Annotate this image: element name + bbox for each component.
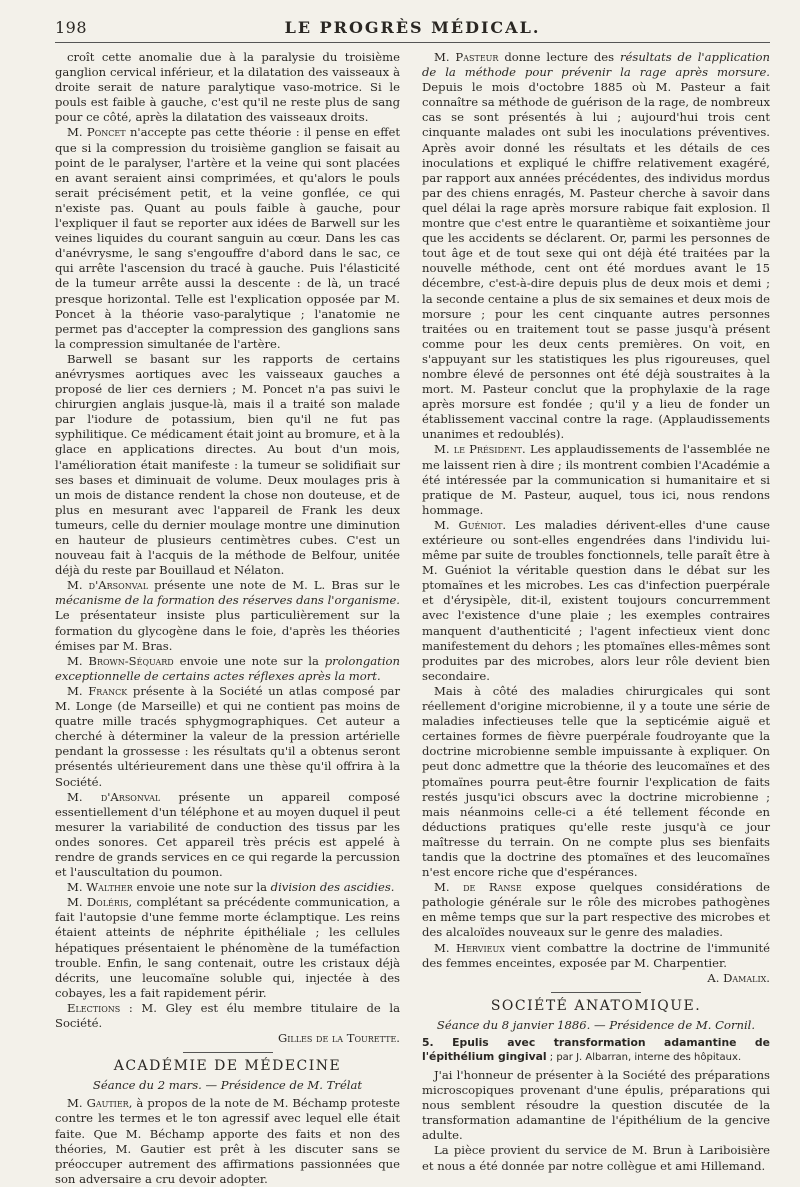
paragraph-text: envoie une note sur la xyxy=(132,880,271,895)
paragraph-text: , complétant sa précédente communication, a fait l'autopsie d'une femme morte éclamptique. Les reins étaient atteints de néphrite épithéliale ; les cellules hépatiques présentaient le phénomène de la tuméfaction trouble. Enfin, le sang contenait, outre les cristaux déjà décrits, une leucomaïne soluble qui, injectée à des cobayes, les a fait rapidement périr. xyxy=(55,895,400,1000)
page-header xyxy=(55,16,770,43)
speaker-name: M. Franck xyxy=(67,683,128,698)
paragraph: Mais à côté des maladies chirurgicales qui sont réellement d'origine microbienne, il y a toute une série de maladies infectieuses telle que la septicémie aiguë et certaines formes de fièvre puerpérale foudroyante que la doctrine microbienne semble impuissante à expliquer. On peut donc admettre que la théorie des leucomaïnes et des ptomaïnes pourra peut-être fournir l'explication de faits restés jusqu'ici obscurs avec la doctrine microbienne ; mais néanmoins celle-ci a été tellement féconde en déductions pratiques qu'elle reste jusqu'à ce jour maîtresse du terrain. On ne compte plus ses bienfaits tandis que la doctrine des ptomaïnes et des leucomaïnes n'est encore riche que d'espérances. xyxy=(422,683,770,880)
paragraph xyxy=(422,50,770,442)
elections-label: Elections xyxy=(67,1000,121,1015)
speaker-name: M. d'Arsonval xyxy=(67,789,161,804)
section-title: ACADÉMIE DE MÉDECINE xyxy=(113,1058,342,1075)
paragraph xyxy=(55,1096,400,1187)
paragraph: croît cette anomalie due à la paralysie du troisième ganglion cervical inférieur, et la dilatation des vaisseaux à droite serait de nature paralytique vaso-motrice. Si le pouls est faible à gauche, c'est qu'il ne reste plus de sang pour ce côté, après la dilatation des vaisseaux droits. xyxy=(55,50,400,125)
signature: A. Damalix. xyxy=(707,970,770,985)
paragraph xyxy=(422,941,770,971)
speaker-name: M. Hervieux xyxy=(434,940,505,955)
paragraph xyxy=(422,518,770,684)
speaker-name: M. le Président xyxy=(434,442,523,457)
paragraph-text: présente une note de M. L. Bras sur le xyxy=(148,578,400,593)
paragraph: La pièce provient du service de M. Brun à Lariboisière et nous a été donnée par notre collègue et ami Hillemand. xyxy=(422,1143,770,1173)
paragraph-text: présente à la Société un atlas composé par M. Longe (de Marseille) et qui ne contient pas moins de quatre mille tracés sphygmographiques. Cet auteur a cherché à déterminer la valeur de la pression artérielle pendant la grossesse : les résultats qu'il a obtenus seront présentés ultérieurement dans une thèse qu'il offrira à la Société. xyxy=(55,683,401,789)
speaker-name: M. Poncet xyxy=(67,125,126,140)
paragraph xyxy=(55,125,400,351)
paragraph-text: n'accepte pas cette théorie : il pense en effet que si la compression du troisième ganglion se faisait au point de le paralyser, l'artère et la veine qui sont placées en avant seraient ainsi comprimées, et qu'alors le pouls serait précisément petit, et la veine gonflée, ce qui n'existe pas. Quant au pouls faible à gauche, pour l'expliquer il faut se reporter aux idées de Barwell sur les veines liquides du courant sanguin au cœur. Dans les cas d'anévrysme, le sang s'engouffre d'abord dans le sac, ce qui arrête l'ascension du tracé à gauche. Puis l'élasticité de la tumeur arrête aussi la descente : de là, un tracé presque horizontal. Telle est l'explication opposée par M. Poncet à la théorie vaso-paralytique ; l'anatomie ne permet pas d'accepter la compression des ganglions sans la compression simultanée de l'artère. xyxy=(55,125,401,351)
paragraph-text: . Les applaudissements de l'assemblée ne me laissent rien à dire ; ils montrent combien l'Académie a été intéressée par la communication si humanitaire et si pratique de M. Pasteur, auquel, tous ici, nous rendons hommage. xyxy=(422,442,771,517)
article-title: 5. Epulis avec transformation adamantine de l'épithélium gingival xyxy=(422,1036,770,1063)
paragraph-text: envoie une note sur la xyxy=(173,653,325,668)
speaker-name: M. Gautier xyxy=(67,1096,129,1111)
page-number: 198 xyxy=(55,18,88,37)
left-column xyxy=(55,50,401,1186)
paragraph xyxy=(55,880,400,895)
speaker-name: M. Walther xyxy=(67,880,133,895)
speaker-name: M. Pasteur xyxy=(434,50,499,64)
speaker-name: M. d'Arsonval xyxy=(67,578,149,593)
paragraph: J'ai l'honneur de présenter à la Société des préparations microscopiques provenant d'une épulis, préparations qui nous semblent résoudre la question discutée de la transformation adamantine de l'épithélium de la gencive adulte. xyxy=(422,1068,770,1143)
paragraph-text: vient combattre la doctrine de l'immunité des femmes enceintes, exposée par M. Charpentier. xyxy=(422,940,770,970)
note-title: résultats de l'application de la méthode pour prévenir la rage après morsure. xyxy=(422,50,770,80)
speaker-name: M. Guéniot xyxy=(434,517,503,532)
paragraph: Barwell se basant sur les rapports de certains anévrysmes aortiques avec les vaisseaux gauches a proposé de lier ces derniers ; M. Poncet n'a pas suivi le chirurgien anglais jusque-là, mais il a traité son malade par l'iodure de potassium, bien qu'il ne fut pas syphilitique. Ce médicament était joint au bromure, et à la glace en applications directes. Au bout d'un mois, l'amélioration était manifeste : la tumeur se solidifiait sur ses bases et diminuait de volume. Deux moulages pris à un mois de distance rendent la chose non douteuse, et de plus en mesurant avec l'appareil de Frank les deux tumeurs, celle du dernier moulage montre une diminution en hauteur de plusieurs centimètres cubes. C'est un nouveau fait à l'acquis de la méthode de Belfour, unitée déjà du reste par Bouillaud et Nélaton. xyxy=(55,351,400,578)
paragraph xyxy=(55,895,400,1001)
journal-title: LE PROGRÈS MÉDICAL. xyxy=(284,18,541,37)
paragraph-text: donne lecture des xyxy=(498,50,620,64)
paragraph-text: expose quelques considérations de pathologie générale sur le rôle des microbes pathogènes en même temps que sur la part respective des microbes et des alcaloïdes nouveaux sur le genre des maladies. xyxy=(422,880,770,940)
note-title: division des ascidies. xyxy=(270,880,395,895)
section-title: SOCIÉTÉ ANATOMIQUE. xyxy=(490,997,702,1014)
speaker-name: M. Doléris xyxy=(67,895,129,910)
session-line: Séance du 8 janvier 1886. — Présidence de M. Cornil. xyxy=(436,1017,756,1032)
paragraph xyxy=(55,654,400,684)
paragraph xyxy=(55,790,400,881)
right-column xyxy=(422,50,771,1173)
signature: Gilles de la Tourette. xyxy=(277,1031,400,1046)
paragraph xyxy=(422,880,770,940)
paragraph xyxy=(422,442,770,517)
paragraph xyxy=(55,1001,400,1031)
paragraph-text: : M. Gley est élu membre titulaire de la Société. xyxy=(55,1000,400,1030)
paragraph xyxy=(55,578,400,653)
paragraph-text: présente un appareil composé essentiellement d'un téléphone et au moyen duquel il peut mesurer la variabilité de conduction des tissus par les ondes sonores. Cet appareil très précis est appelé à rendre de grands services en ce qui regarde la percussion et l'auscultation du poumon. xyxy=(55,789,400,880)
session-line: Séance du 2 mars. — Présidence de M. Trélat xyxy=(92,1078,363,1093)
paragraph-text: Depuis le mois d'octobre 1885 où M. Pasteur a fait connaître sa méthode de guérison de la rage, de nombreux cas se sont présentés à lui ; aujourd'hui trois cent cinquante malades ont subi les inoculations préventives. Après avoir donné les résultats et les détails de ces inoculations et expliqué le chiffre relativement exagéré, par rapport aux années précédentes, des individus mordus par des chiens enragés, M. Pasteur cherche à savoir dans quel délai la rage après morsure rabique fait explosion. Il montre que c'est entre le quarantième et soixantième jour que les accidents se déclarent. Or, parmi les personnes de tout âge et de tout sexe qui ont déjà été traitées par la nouvelle méthode, cent ont été mordues avant le 15 décembre, c'est-à-dire depuis plus de deux mois et demi ; la seconde centaine a plus de six semaines et deux mois de morsure ; pour les cent cinquante autres personnes traitées ou en traitement tout se passe jusqu'à présent comme pour les deux cents premières. On voit, en s'appuyant sur les statistiques les plus rigoureuses, quel nombre élevé de personnes ont été déjà soustraites à la mort. M. Pasteur conclut que la prophylaxie de la rage après morsure est fondée ; qu'il y a lieu de fonder un établissement vaccinal contre la rage. (Applaudissements unanimes et redoublés). xyxy=(422,80,770,442)
section-divider xyxy=(183,1052,273,1053)
speaker-name: M. Brown-Séquard xyxy=(67,653,174,668)
note-title: prolongation exceptionnelle de certains actes réflexes après la mort. xyxy=(55,653,400,683)
paragraph-text: . Les maladies dérivent-elles d'une cause extérieure ou sont-elles engendrées dans l'individu lui-même par suite de troubles fonctionnels, telle paraît être à M. Guéniot la véritable question dans le débat sur les ptomaïnes et les microbes. Les cas d'infection puerpérale et d'érysipèle, dit-il, existent toujours concurremment avec l'existence d'une plaie ; les exemples contraires manquent d'authenticité ; l'agent infectieux vient donc manifestement du dehors ; les ptomaïnes elles-mêmes sont produites par des microbes, alors leur rôle devient bien secondaire. xyxy=(422,517,771,683)
paragraph-text: Le présentateur insiste plus particulièrement sur la formation du glycogène dans le foie, d'après les théories émises par M. Bras. xyxy=(55,608,400,653)
article-author: ; par J. Albarran, interne des hôpitaux. xyxy=(546,1051,742,1063)
note-title: mécanisme de la formation des réserves dans l'organisme. xyxy=(55,593,400,608)
paragraph xyxy=(55,684,400,790)
section-divider xyxy=(551,992,641,993)
article-heading xyxy=(422,1036,770,1064)
speaker-name: M. de Ranse xyxy=(434,880,522,895)
paragraph-text: , à propos de la note de M. Béchamp proteste contre les termes et le ton agressif avec lequel elle était faite. Que M. Béchamp apporte des faits et non des théories, M. Gautier est prêt à les discuter sans se préoccuper autrement des affirmations passionnées que son adversaire a cru devoir adopter. xyxy=(55,1096,401,1186)
